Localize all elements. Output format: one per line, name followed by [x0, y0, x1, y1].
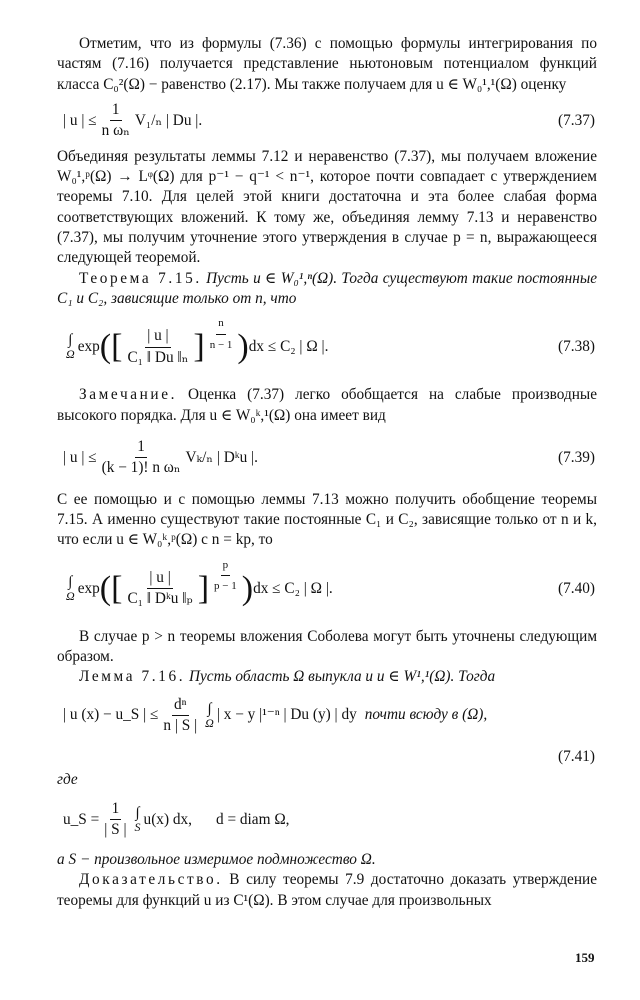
eq-lhs: | u | ≤	[63, 111, 97, 129]
equation-7-38: ∫ Ω exp ( [ $\frac{| u |}{\text{C₁ ‖ Du ‖ₙ}}$ ] $\frac{n}{n - 1}$ ) dx ≤ C₂ | Ω |. (7.38)	[57, 309, 597, 385]
eq-tail: почти всюду в (Ω),	[364, 706, 488, 724]
where-label: где	[57, 770, 78, 788]
equation-number: (7.40)	[558, 579, 595, 597]
eq-fraction	[161, 695, 199, 737]
equation-7-41-number-row	[57, 744, 597, 770]
equation-7-39	[57, 426, 597, 490]
eq-rhs: u(x) dx,	[143, 810, 192, 828]
integral-sign: ∫ Ω	[66, 332, 75, 362]
paragraph: В случае p > n теоремы вложения Соболева могут быть уточнены следующим образом.	[57, 627, 597, 666]
eq-fraction	[102, 799, 128, 841]
eq-rhs: V₁/ₙ | Du |.	[134, 111, 203, 129]
eq-denominator: C₁ ‖ Du ‖ₙ	[127, 348, 189, 366]
integral-sign: ∫ Ω	[205, 700, 214, 730]
eq-numerator: dⁿ	[172, 695, 188, 716]
eq-rhs: dx ≤ C₂ | Ω |.	[253, 579, 333, 597]
integral-sign: ∫ Ω	[66, 573, 75, 603]
equation-7-41	[57, 688, 597, 744]
eq-fraction	[100, 437, 183, 479]
equation-number: (7.37)	[558, 111, 595, 129]
theorem-7-15	[57, 269, 597, 310]
lemma-7-16	[57, 667, 597, 687]
exp-label: exp	[77, 579, 100, 597]
page-content	[57, 34, 597, 911]
eq-denominator: n | S |	[163, 717, 198, 735]
paragraph	[57, 850, 597, 870]
after-equation-text: а S − произвольное измеримое подмножество Ω.	[57, 850, 376, 868]
eq-exponent: $\frac{n}{n - 1}$	[208, 313, 235, 355]
remark-heading: Замечание.	[79, 386, 178, 404]
integral-sign: ∫ S	[134, 804, 141, 834]
eq-numerator: | u |	[147, 568, 172, 589]
theorem-text: Пусть u ∈ W₀¹,ⁿ(Ω). Тогда существуют такие постоянные C₁ и C₂, зависящие только от n, что	[57, 269, 597, 307]
eq-denominator: (k − 1)! n ωₙ	[101, 459, 181, 477]
eq-denominator: | S |	[104, 821, 127, 839]
equation-number: (7.41)	[558, 747, 595, 765]
paragraph: С ее помощью и с помощью леммы 7.13 можно получить обобщение теоремы 7.15. А именно существуют такие постоянные C₁ и C₂, зависящие только от n и k, что если u ∈ W₀ᵏ,ᵖ(Ω) с n = kp, то	[57, 490, 597, 549]
proof	[57, 870, 597, 911]
equation-number: (7.39)	[558, 448, 595, 466]
equation-7-40: ∫ Ω exp ( [ $\frac{| u |}{\text{C₁ ‖ Dᵏu ‖ₚ}}$ ] $\frac{p}{p - 1}$ ) dx ≤ C₂ | Ω |. (7.40)	[57, 551, 597, 627]
eq-denominator: n ωₙ	[101, 122, 130, 140]
eq-numerator: 1	[135, 437, 147, 458]
paragraph	[57, 770, 597, 790]
eq-lhs: | u | ≤	[63, 448, 97, 466]
eq-fraction	[125, 568, 194, 610]
eq-lhs: u_S =	[63, 810, 100, 828]
lemma-heading: Лемма 7.16.	[79, 668, 186, 686]
eq-rhs: | x − y |¹⁻ⁿ | Du (y) | dy	[216, 706, 357, 724]
eq-numerator: 1	[110, 100, 122, 121]
eq-fraction	[100, 100, 132, 142]
proof-heading: Доказательство.	[79, 871, 223, 889]
eq-lhs: | u (x) − u_S | ≤	[63, 706, 159, 724]
eq-rhs: dx ≤ C₂ | Ω |.	[248, 338, 329, 356]
eq-diam: d = diam Ω,	[215, 810, 290, 828]
paragraph: Отметим, что из формулы (7.36) с помощью формулы интегрирования по частям (7.16) получается представление ньютоновым потенциалом функций класса C₀²(Ω) − равенство (2.17). Мы также получаем для u ∈ W₀¹,¹(Ω) оценку	[57, 35, 597, 93]
equation-7-37	[57, 95, 597, 147]
exp-label: exp	[77, 338, 100, 356]
eq-numerator: 1	[110, 799, 122, 820]
eq-denominator: C₁ ‖ Dᵏu ‖ₚ	[127, 590, 193, 608]
equation-number: (7.38)	[558, 338, 595, 356]
theorem-heading: Теорема 7.15.	[79, 269, 202, 287]
lemma-text: Пусть область Ω выпукла и u ∈ W¹,¹(Ω). Тогда	[188, 668, 496, 686]
equation-us	[57, 790, 597, 850]
proof-text: В силу теоремы 7.9 достаточно доказать утверждение теоремы для функций u из C¹(Ω). В этом случае для произвольных	[57, 871, 597, 909]
remark	[57, 385, 597, 426]
remark-text: Оценка (7.37) легко обобщается на слабые производные высокого порядка. Для u ∈ W₀ᵏ,¹(Ω) она имеет вид	[57, 386, 598, 424]
paragraph: Объединяя результаты леммы 7.12 и неравенство (7.37), мы получаем вложение W₀¹,ᵖ(Ω) → Lᵠ(Ω) для p⁻¹ − q⁻¹ < n⁻¹, которое почти совпадает с утверждением теоремы 7.10. Для целей этой книги достаточна и эта более слабая форма соответствующих вложений. К тому же, объединяя лемму 7.13 и неравенство (7.37), мы получим уточнение этого утверждения в случае p = n, выражающееся следующей теоремой.	[57, 147, 597, 267]
eq-numerator: | u |	[145, 326, 170, 347]
page-number: 159	[575, 950, 595, 965]
eq-fraction	[125, 326, 190, 368]
eq-rhs: Vₖ/ₙ | Dᵏu |.	[185, 448, 258, 466]
eq-exponent: $\frac{p}{p - 1}$	[212, 555, 239, 597]
